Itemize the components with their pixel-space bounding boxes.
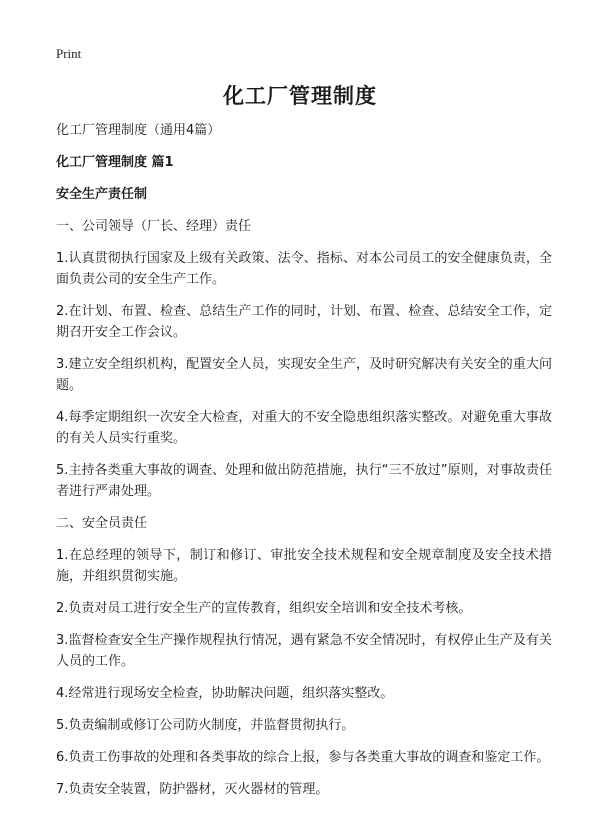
- print-link[interactable]: Print: [56, 46, 82, 61]
- part1-heading: 一、公司领导（厂长、经理）责任: [56, 219, 252, 234]
- part2-heading: 二、安全员责任: [56, 516, 148, 531]
- list-item: 4.经常进行现场安全检查，协助解决问题，组织落实整改。: [56, 686, 394, 701]
- list-item: 2.负责对员工进行安全生产的宣传教育，组织安全培训和安全技术考核。: [56, 601, 472, 616]
- document-subtitle: 化工厂管理制度（通用4篇）: [56, 123, 221, 138]
- list-item: 6.负责工伤事故的处理和各类事故的综合上报，参与各类重大事故的调查和鉴定工作。: [56, 750, 550, 765]
- list-item: 4.每季定期组织一次安全大检查，对重大的不安全隐患组织落实整改。对避免重大事故的有关人员实行重奖。: [56, 410, 552, 446]
- list-item: 5.主持各类重大事故的调查、处理和做出防范措施，执行“三不放过”原则，对事故责任者进行严肃处理。: [56, 463, 552, 499]
- list-item: 2.在计划、布置、检查、总结生产工作的同时，计划、布置、检查、总结安全工作，定期召开安全工作会议。: [56, 304, 552, 340]
- list-item: 1.认真贯彻执行国家及上级有关政策、法令、指标、对本公司员工的安全健康负责，全面负责公司的安全生产工作。: [56, 251, 552, 287]
- list-item: 3.建立安全组织机构，配置安全人员，实现安全生产，及时研究解决有关安全的重大问题。: [56, 357, 552, 393]
- list-item: 1.在总经理的领导下，制订和修订、审批安全技术规程和安全规章制度及安全技术措施，并组织贯彻实施。: [56, 548, 552, 584]
- article-heading: 化工厂管理制度 篇1: [56, 155, 174, 170]
- document-body: [56, 120, 552, 811]
- list-item: 5.负责编制或修订公司防火制度，并监督贯彻执行。: [56, 718, 355, 733]
- list-item: 7.负责安全装置，防护器材，灭火器材的管理。: [56, 782, 329, 797]
- list-item: 3.监督检查安全生产操作规程执行情况，遇有紧急不安全情况时，有权停止生产及有关人员的工作。: [56, 633, 552, 669]
- section-heading: 安全生产责任制: [56, 187, 148, 202]
- page-title: 化工厂管理制度: [223, 84, 377, 108]
